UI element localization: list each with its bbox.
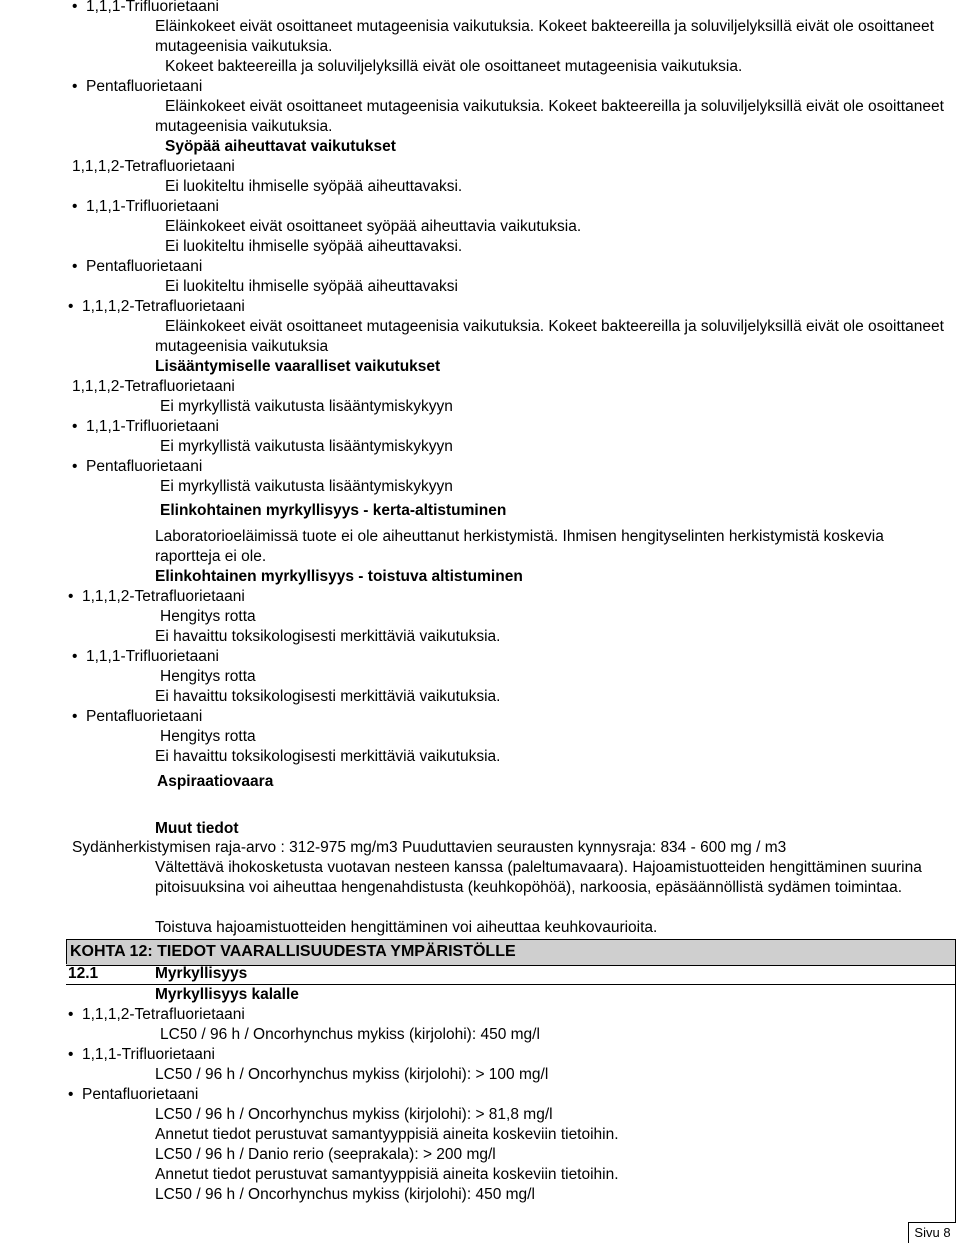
toxicity-value: LC50 / 96 h / Oncorhynchus mykiss (kirjolohi): 450 mg/l — [160, 1026, 540, 1043]
section-title: KOHTA 12: TIEDOT VAARALLISUUDESTA YMPÄRISTÖLLE — [70, 943, 516, 960]
other-text: Sydänherkistymisen raja-arvo : 312-975 mg/m3 Puuduttavien seurausten kynnysraja: 834 - 600 mg / m3 — [72, 839, 787, 856]
substance-label: • 1,1,1-Trifluorietaani — [72, 0, 219, 17]
substance-label: • Pentafluorietaani — [72, 707, 202, 727]
substance-label: • Pentafluorietaani — [68, 1085, 198, 1105]
exposure-route: Hengitys rotta — [160, 668, 256, 685]
mutagenic-text: Eläinkokeet eivät osoittaneet mutageenisia vaikutuksia. Kokeet bakteereilla ja soluviljelyksillä eivät ole osoittaneet mutageenisia vaikutuksia. — [155, 18, 934, 55]
carcinogenic-text: Eläinkokeet eivät osoittaneet mutageenisia vaikutuksia. Kokeet bakteereilla ja soluviljelyksillä eivät ole osoittaneet mutageenisia vaikutuksia — [155, 318, 944, 355]
substance-label: • 1,1,1,2-Tetrafluorietaani — [68, 1005, 245, 1025]
section-heading: Syöpää aiheuttavat vaikutukset — [165, 138, 396, 155]
section-heading: Elinkohtainen myrkyllisyys - kerta-altistuminen — [160, 502, 507, 519]
other-text: Toistuva hajoamistuotteiden hengittäminen voi aiheuttaa keuhkovaurioita. — [155, 919, 658, 936]
subsection-number: 12.1 — [68, 965, 99, 982]
substance-label: 1,1,1,2-Tetrafluorietaani — [72, 158, 235, 175]
substance-label: • Pentafluorietaani — [72, 457, 202, 477]
subsection-title: Myrkyllisyys — [155, 965, 248, 982]
stot-repeated-text: Ei havaittu toksikologisesti merkittäviä vaikutuksia. — [155, 628, 501, 645]
substance-label: • Pentafluorietaani — [72, 77, 202, 97]
section-heading: Muut tiedot — [155, 820, 239, 837]
carcinogenic-text: Ei luokiteltu ihmiselle syöpää aiheuttavaksi — [165, 278, 458, 295]
exposure-route: Hengitys rotta — [160, 728, 256, 745]
section-heading: Lisääntymiselle vaaralliset vaikutukset — [155, 358, 441, 375]
carcinogenic-text: Ei luokiteltu ihmiselle syöpää aiheuttavaksi. — [165, 178, 463, 195]
substance-label: • 1,1,1-Trifluorietaani — [72, 197, 219, 217]
stot-single-text: Laboratorioeläimissä tuote ei ole aiheuttanut herkistymistä. Ihmisen hengityselinten herkistymistä koskevia raportteja ei ole. — [155, 528, 884, 565]
substance-label: • 1,1,1-Trifluorietaani — [72, 647, 219, 667]
section-heading: Myrkyllisyys kalalle — [155, 986, 299, 1003]
substance-label: • 1,1,1-Trifluorietaani — [72, 417, 219, 437]
other-text: Vältettävä ihokosketusta vuotavan nesteen kanssa (paleltumavaara). Hajoamistuotteiden hengittäminen suurina pitoisuuksina voi aiheuttaa hengenahdistusta (keuhkopöhöä), narkoosia, epäsäännöllistä sydämen toimintaa. — [155, 859, 922, 896]
section-heading: Aspiraatiovaara — [157, 773, 274, 790]
frame-line — [955, 939, 956, 1222]
carcinogenic-text: Eläinkokeet eivät osoittaneet syöpää aiheuttavia vaikutuksia. — [165, 218, 582, 235]
reproductive-text: Ei myrkyllistä vaikutusta lisääntymiskykyyn — [160, 438, 453, 455]
toxicity-note: Annetut tiedot perustuvat samantyyppisiä aineita koskeviin tietoihin. — [155, 1126, 619, 1143]
mutagenic-text: Kokeet bakteereilla ja soluviljelyksillä eivät ole osoittaneet mutageenisia vaikutuksia. — [165, 58, 743, 75]
toxicity-value: LC50 / 96 h / Danio rerio (seeprakala): > 200 mg/l — [155, 1146, 496, 1163]
toxicity-note: Annetut tiedot perustuvat samantyyppisiä aineita koskeviin tietoihin. — [155, 1166, 619, 1183]
reproductive-text: Ei myrkyllistä vaikutusta lisääntymiskykyyn — [160, 398, 453, 415]
substance-label: • 1,1,1-Trifluorietaani — [68, 1045, 215, 1065]
substance-label: 1,1,1,2-Tetrafluorietaani — [72, 378, 235, 395]
toxicity-value: LC50 / 96 h / Oncorhynchus mykiss (kirjolohi): > 100 mg/l — [155, 1066, 549, 1083]
stot-repeated-text: Ei havaittu toksikologisesti merkittäviä vaikutuksia. — [155, 688, 501, 705]
exposure-route: Hengitys rotta — [160, 608, 256, 625]
reproductive-text: Ei myrkyllistä vaikutusta lisääntymiskykyyn — [160, 478, 453, 495]
frame-line — [66, 939, 67, 964]
substance-label: • Pentafluorietaani — [72, 257, 202, 277]
substance-label: • 1,1,1,2-Tetrafluorietaani — [68, 297, 245, 317]
mutagenic-text: Eläinkokeet eivät osoittaneet mutageenisia vaikutuksia. Kokeet bakteereilla ja soluviljelyksillä eivät ole osoittaneet mutageenisia vaikutuksia. — [155, 98, 944, 135]
stot-repeated-text: Ei havaittu toksikologisesti merkittäviä vaikutuksia. — [155, 748, 501, 765]
toxicity-value: LC50 / 96 h / Oncorhynchus mykiss (kirjolohi): > 81,8 mg/l — [155, 1106, 553, 1123]
page-number: Sivu 8 — [908, 1222, 956, 1243]
section-header-bar — [66, 939, 956, 966]
carcinogenic-text: Ei luokiteltu ihmiselle syöpää aiheuttavaksi. — [165, 238, 463, 255]
section-heading: Elinkohtainen myrkyllisyys - toistuva altistuminen — [155, 568, 523, 585]
subsection-row — [66, 964, 956, 985]
substance-label: • 1,1,1,2-Tetrafluorietaani — [68, 587, 245, 607]
toxicity-value: LC50 / 96 h / Oncorhynchus mykiss (kirjolohi): 450 mg/l — [155, 1186, 535, 1203]
